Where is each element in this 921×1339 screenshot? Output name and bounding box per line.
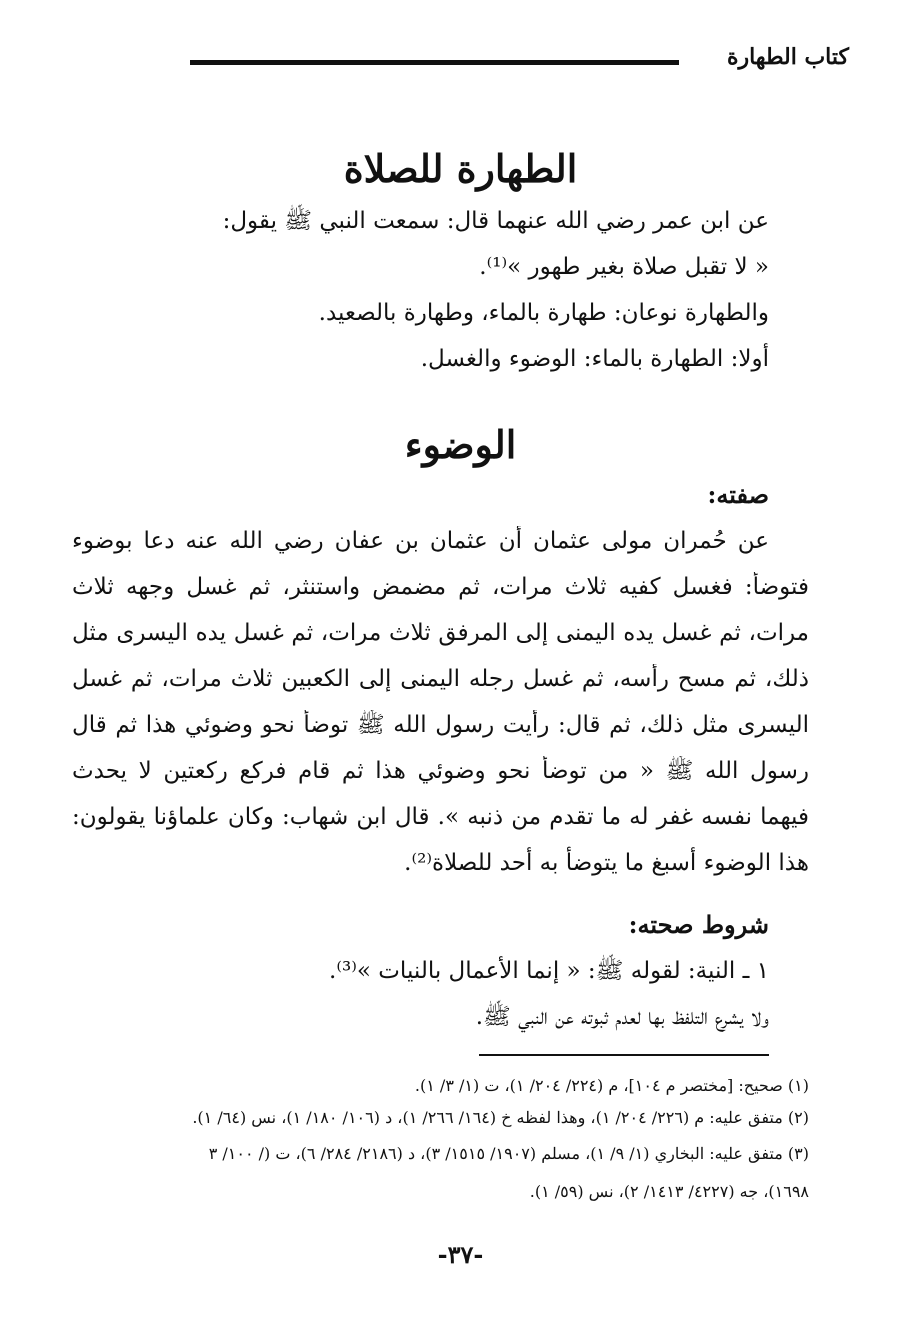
text-line: ١ ـ النية: لقوله ﷺ: « إنما الأعمال بالنيات »⁽³⁾. (329, 958, 769, 984)
text-line: اليسرى مثل ذلك، ثم قال: رأيت رسول الله ﷺ توضأ نحو وضوئي هذا ثم قال (72, 712, 809, 738)
text-line: ذلك، ثم مسح رأسه، ثم غسل رجله اليمنى إلى الكعبين ثلاث مرات، ثم غسل (72, 666, 809, 692)
subheading-conditions: شروط صحته: (628, 910, 769, 939)
header-rule (190, 60, 679, 65)
section-heading-purification: الطهارة للصلاة (343, 146, 578, 191)
text-line: فيهما نفسه غفر له ما تقدم من ذنبه ». قال ابن شهاب: وكان علماؤنا يقولون: (72, 804, 809, 830)
footnote: (١) صحيح: [مختصر م ١٠٤]، م (٢٢٤/ ٢٠٤/ ١)، ت (١/ ٣/ ١). (414, 1076, 809, 1095)
footnote-divider (479, 1054, 769, 1056)
text-line: عن ابن عمر رضي الله عنهما قال: سمعت النبي ﷺ يقول: (222, 208, 769, 234)
page-number: -٣٧- (437, 1240, 484, 1269)
text-line: « لا تقبل صلاة بغير طهور »⁽¹⁾. (479, 254, 769, 280)
section-heading-ablution: الوضوء (404, 422, 517, 467)
text-line: رسول الله ﷺ « من توضأ نحو وضوئي هذا ثم قام فركع ركعتين لا يحدث (72, 758, 809, 784)
text-line: عن حُمران مولى عثمان أن عثمان بن عفان رضي الله عنه دعا بوضوء (72, 528, 769, 554)
footnote: (٢) متفق عليه: م (٢٢٦/ ٢٠٤/ ١)، وهذا لفظه خ (١٦٤/ ٢٦٦/ ١)، د (١٠٦/ ١٨٠/ ١)، نس (٦٤/ ١). (192, 1108, 809, 1127)
text-line: ولا يشرع التلفظ بها لعدم ثبوته عن النبي ﷺ. (475, 1004, 769, 1030)
running-header (190, 44, 849, 74)
text-line: فتوضأ: فغسل كفيه ثلاث مرات، ثم مضمض واستنثر، ثم غسل وجهه ثلاث (72, 574, 809, 600)
text-line: أولا: الطهارة بالماء: الوضوء والغسل. (420, 346, 769, 372)
footnote: (٣) متفق عليه: البخاري (١/ ٩/ ١)، مسلم (١٩٠٧/ ١٥١٥/ ٣)، د (٢١٨٦/ ٢٨٤/ ٦)، ت (/ ١٠٠/ ٣ (208, 1144, 809, 1163)
footnote: ١٦٩٨)، جه (٤٢٢٧/ ١٤١٣/ ٢)، نس (٥٩/ ١). (529, 1182, 809, 1201)
header-title: كتاب الطهارة (726, 44, 849, 70)
text-line: هذا الوضوء أسبغ ما يتوضأ به أحد للصلاة⁽²⁾. (404, 850, 809, 876)
subheading-description: صفته: (707, 480, 769, 509)
text-line: والطهارة نوعان: طهارة بالماء، وطهارة بالصعيد. (318, 300, 769, 326)
text-line: مرات، ثم غسل يده اليمنى إلى المرفق ثلاث مرات، ثم غسل يده اليسرى مثل (72, 620, 809, 646)
